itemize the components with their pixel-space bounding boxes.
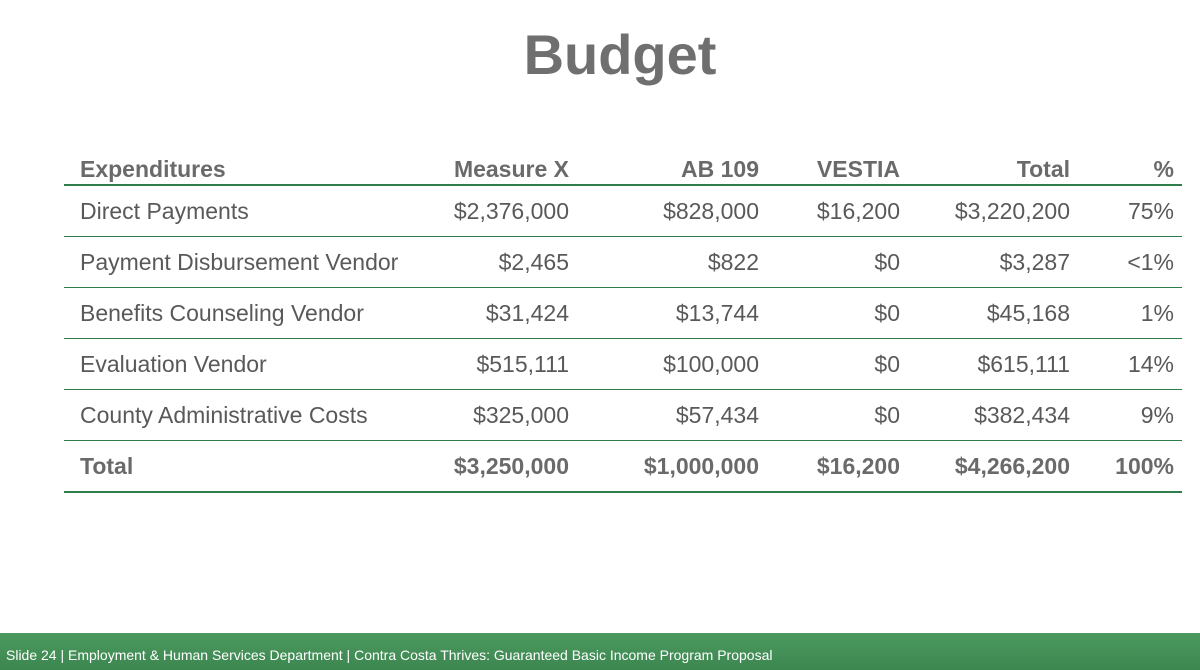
- cell-ab109: $822: [579, 237, 769, 288]
- cell-total: $382,434: [910, 390, 1080, 441]
- cell-total: $3,287: [910, 237, 1080, 288]
- cell-measure-x: $31,424: [424, 288, 579, 339]
- row-name: Benefits Counseling Vendor: [64, 288, 424, 339]
- cell-ab109: $57,434: [579, 390, 769, 441]
- cell-percent: 14%: [1080, 339, 1182, 390]
- total-row: [64, 441, 1182, 493]
- header-total: Total: [910, 150, 1080, 185]
- header-ab109: AB 109: [579, 150, 769, 185]
- table-row: [64, 185, 1182, 237]
- row-name: Payment Disbursement Vendor: [64, 237, 424, 288]
- cell-percent: 9%: [1080, 390, 1182, 441]
- table-row: [64, 288, 1182, 339]
- slide-title: Budget: [523, 23, 717, 86]
- table-row: [64, 339, 1182, 390]
- cell-total: $615,111: [910, 339, 1080, 390]
- header-percent: %: [1080, 150, 1182, 185]
- table-row: [64, 390, 1182, 441]
- cell-vestia: $0: [769, 237, 910, 288]
- cell-ab109: $13,744: [579, 288, 769, 339]
- cell-total: $45,168: [910, 288, 1080, 339]
- cell-total: $3,220,200: [910, 185, 1080, 237]
- table-row: [64, 237, 1182, 288]
- cell-measure-x: $515,111: [424, 339, 579, 390]
- cell-ab109: $100,000: [579, 339, 769, 390]
- total-percent: 100%: [1080, 441, 1182, 493]
- cell-ab109: $828,000: [579, 185, 769, 237]
- cell-percent: <1%: [1080, 237, 1182, 288]
- cell-percent: 1%: [1080, 288, 1182, 339]
- header-measure-x: Measure X: [424, 150, 579, 185]
- table-header-row: [64, 150, 1182, 185]
- total-vestia: $16,200: [769, 441, 910, 493]
- total-total: $4,266,200: [910, 441, 1080, 493]
- row-name: Evaluation Vendor: [64, 339, 424, 390]
- budget-table: [64, 150, 1182, 493]
- cell-vestia: $0: [769, 390, 910, 441]
- footer-bar: [0, 633, 1200, 670]
- header-expenditures: Expenditures: [64, 150, 424, 185]
- cell-vestia: $0: [769, 339, 910, 390]
- cell-vestia: $16,200: [769, 185, 910, 237]
- cell-percent: 75%: [1080, 185, 1182, 237]
- total-ab109: $1,000,000: [579, 441, 769, 493]
- total-row-label: Total: [64, 441, 424, 493]
- cell-measure-x: $2,376,000: [424, 185, 579, 237]
- cell-measure-x: $2,465: [424, 237, 579, 288]
- header-vestia: VESTIA: [769, 150, 910, 185]
- cell-vestia: $0: [769, 288, 910, 339]
- total-measure-x: $3,250,000: [424, 441, 579, 493]
- footer-text: Slide 24 | Employment & Human Services Department | Contra Costa Thrives: Guaranteed Basic Income Program Proposal: [6, 647, 773, 663]
- row-name: County Administrative Costs: [64, 390, 424, 441]
- row-name: Direct Payments: [64, 185, 424, 237]
- cell-measure-x: $325,000: [424, 390, 579, 441]
